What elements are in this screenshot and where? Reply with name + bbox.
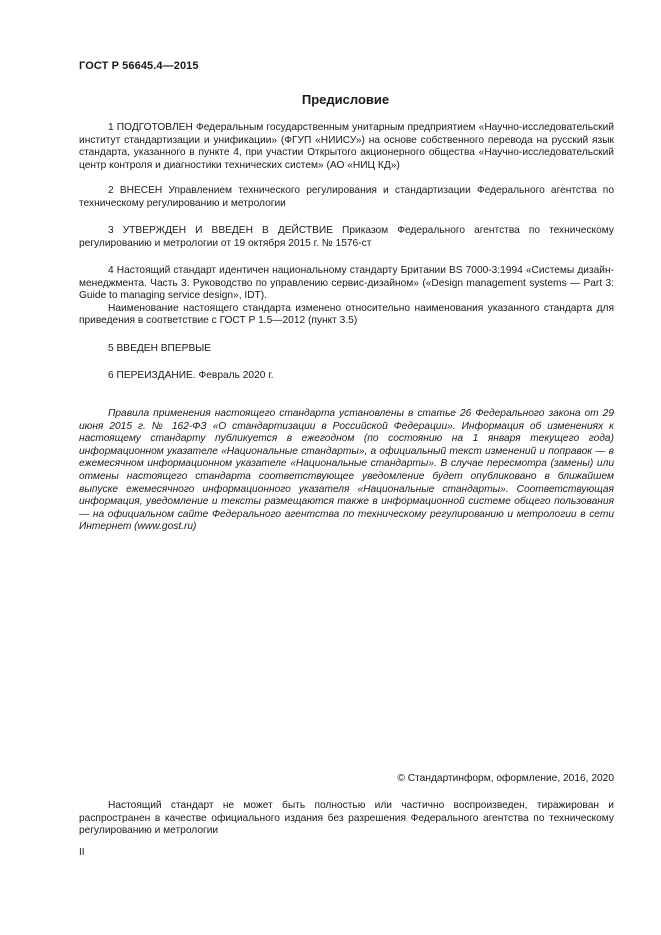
notice-text: Правила применения настоящего стандарта установлены в статье 26 Федерального закона от 29 июня 2015 г. № 162-ФЗ «О стандартизации в Российской Федерации». Информация об изменениях к настоящему стандарту публикуется в ежегодном (по состоянию на 1 января текущего года) информационном указателе «Национальные стандарты», а официальный текст изменений и поправок — в ежемесячном информационном указателе «Национальные стандарты». В случае пересмотра (замены) или отмены настоящего стандарта соответствующее уведомление будет опубликовано в ближайшем выпуске ежемесячного информационного указателя «Национальные стандарты». Соответствующая информация, уведомление и тексты размещаются также в информационной системе общего пользования — на официальном сайте Федерального агентства по техническому регулированию и метрологии в сети Интернет (www.gost.ru) bbox=[79, 408, 614, 533]
paragraph-3: 3 УТВЕРЖДЕН И ВВЕДЕН В ДЕЙСТВИЕ Приказом Федерального агентства по техническому регулированию и метрологии от 19 октября 2015 г. № 1576-ст bbox=[79, 225, 614, 249]
page-title: Предисловие bbox=[301, 92, 390, 107]
paragraph-5: 5 ВВЕДЕН ВПЕРВЫЕ bbox=[108, 343, 212, 354]
paragraph-4-note: Наименование настоящего стандарта изменено относительно наименования указанного стандарта для приведения в соответствие с ГОСТ Р 1.5—2012 (пункт 3.5) bbox=[79, 302, 614, 327]
paragraph-1-block bbox=[79, 122, 614, 172]
reproduction-block bbox=[79, 800, 614, 838]
notice-block bbox=[79, 408, 614, 534]
paragraph-3-block bbox=[79, 225, 614, 250]
paragraph-1: 1 ПОДГОТОВЛЕН Федеральным государственным унитарным предприятием «Научно-исследовательский институт стандартизации и унификации» (ФГУП «НИИСУ») на основе собственного перевода на русский язык стандарта, указанного в пункте 4, при участии Открытого акционерного общества «Научно-исследовательский центр контроля и диагностики технических систем» (АО «НИЦ КД») bbox=[79, 122, 614, 171]
paragraph-6: 6 ПЕРЕИЗДАНИЕ. Февраль 2020 г. bbox=[108, 370, 274, 381]
paragraph-5-block bbox=[79, 343, 614, 356]
paragraph-4-block bbox=[79, 265, 614, 328]
reproduction-notice: Настоящий стандарт не может быть полностью или частично воспроизведен, тиражирован и распространен в качестве официального издания без разрешения Федерального агентства по техническому регулированию и метрологии bbox=[79, 800, 614, 837]
copyright-line: © Стандартинформ, оформление, 2016, 2020 bbox=[397, 773, 614, 784]
paragraph-6-block bbox=[79, 370, 614, 383]
document-id-header: ГОСТ Р 56645.4—2015 bbox=[79, 60, 199, 72]
paragraph-2-block bbox=[79, 185, 614, 210]
paragraph-2: 2 ВНЕСЕН Управлением технического регулирования и стандартизации Федерального агентства по техническому регулированию и метрологии bbox=[79, 185, 614, 209]
page-number: II bbox=[79, 847, 85, 858]
paragraph-4: 4 Настоящий стандарт идентичен национальному стандарту Британии BS 7000-3:1994 «Системы дизайн-менеджмента. Часть 3. Руководство по управлению сервис-дизайном» («Design management systems — Part 3: Guide to managing service design», IDT). bbox=[79, 265, 614, 302]
